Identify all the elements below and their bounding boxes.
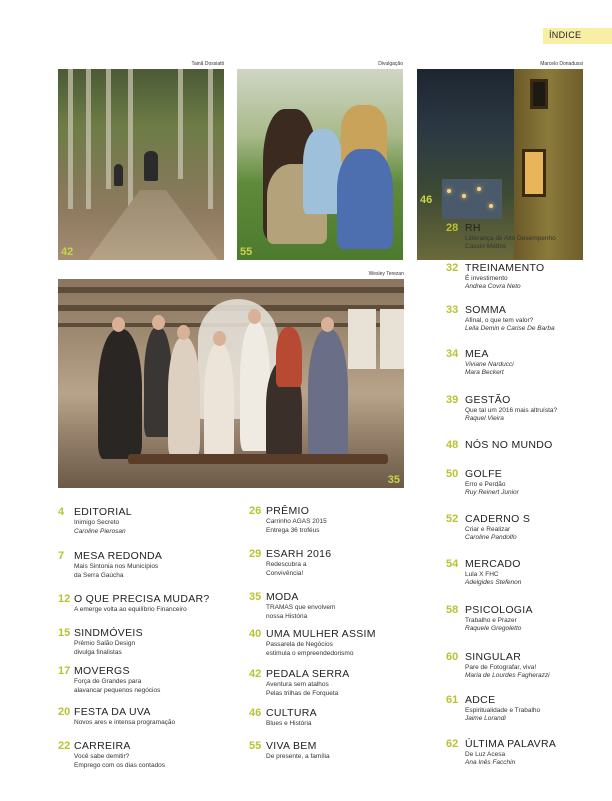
toc-subtitle: Espiritualidade e Trabalho <box>465 707 541 714</box>
toc-title: TREINAMENTO <box>465 262 545 274</box>
toc-subtitle: Aventura sem atalhos <box>266 681 329 688</box>
toc-title: SOMMA <box>465 304 507 316</box>
toc-author: Viviane Narducci <box>465 361 514 368</box>
toc-page-number: 34 <box>446 348 459 360</box>
section-title: ÍNDICE <box>549 30 582 40</box>
toc-subtitle: Novos ares e intensa programação <box>74 719 176 726</box>
photo-night-house <box>417 69 583 260</box>
photo-family <box>237 69 403 260</box>
toc-title: CADERNO S <box>465 513 531 525</box>
toc-title: NÓS NO MUNDO <box>465 439 553 451</box>
toc-author: Andrea Covra Neto <box>465 283 521 290</box>
toc-author: Raquel Vieira <box>465 415 504 422</box>
toc-title: FESTA DA UVA <box>74 706 151 718</box>
toc-subtitle: Carrinho AGAS 2015 <box>266 518 327 525</box>
toc-title: SINGULAR <box>465 651 522 663</box>
toc-title: UMA MULHER ASSIM <box>266 628 376 640</box>
toc-page-number: 55 <box>249 740 262 752</box>
toc-subtitle: Passarela de Negócios <box>266 641 333 648</box>
toc-page-number: 60 <box>446 651 459 663</box>
toc-author: Caroline Pandolfo <box>465 534 517 541</box>
toc-page-number: 7 <box>58 550 65 562</box>
toc-subtitle: Lula X FHC <box>465 571 499 578</box>
page-number-badge: 55 <box>240 246 253 258</box>
toc-page-number: 28 <box>446 222 459 234</box>
toc-subtitle: Blues e História <box>266 720 312 727</box>
toc-title: MERCADO <box>465 558 521 570</box>
toc-subtitle: divulga finalistas <box>74 649 122 656</box>
toc-page-number: 46 <box>249 707 262 719</box>
toc-subtitle: Força de Grandes para <box>74 678 142 685</box>
toc-subtitle: Entrega 36 troféus <box>266 527 320 534</box>
toc-title: SINDMÓVEIS <box>74 627 143 639</box>
toc-title: VIVA BEM <box>266 740 317 752</box>
toc-author: Raquele Gregoletto <box>465 625 522 632</box>
toc-title: O QUE PRECISA MUDAR? <box>74 593 210 605</box>
toc-subtitle: nossa História <box>266 613 308 620</box>
photo-credit: Wesley Terezan <box>368 271 404 277</box>
toc-subtitle: Erro e Perdão <box>465 481 506 488</box>
toc-subtitle: Criar e Realizar <box>465 526 511 533</box>
toc-page-number: 40 <box>249 628 262 640</box>
toc-subtitle: Mais Sintonia nos Municípios <box>74 563 159 570</box>
toc-subtitle: Liderança de Alto Desempenho <box>465 235 556 242</box>
section-tab <box>543 28 612 44</box>
page-number-badge: 42 <box>61 246 74 258</box>
toc-page-number: 35 <box>249 591 262 603</box>
toc-page-number: 32 <box>446 262 459 274</box>
toc-subtitle: TRAMAS que envolvem <box>266 604 336 611</box>
photo-group-portrait <box>58 279 404 488</box>
toc-page-number: 20 <box>58 706 71 718</box>
toc-subtitle: De presente, a família <box>266 753 330 760</box>
toc-title: ADCE <box>465 694 496 706</box>
toc-page-number: 33 <box>446 304 459 316</box>
toc-title: GESTÃO <box>465 394 511 406</box>
toc-page-number: 52 <box>446 513 459 525</box>
toc-title: GOLFE <box>465 468 503 480</box>
toc-subtitle: Trabalho e Prazer <box>465 617 517 624</box>
toc-page-number: 12 <box>58 593 71 605</box>
toc-subtitle: De Luz Acesa <box>465 751 506 758</box>
toc-author: Leila Demin e Carise De Barba <box>465 325 555 332</box>
toc-page-number: 50 <box>446 468 459 480</box>
toc-page-number: 61 <box>446 694 459 706</box>
toc-page-number: 26 <box>249 505 262 517</box>
toc-subtitle: Convivência! <box>266 570 304 577</box>
toc-subtitle: Pare de Fotografar, viva! <box>465 664 537 671</box>
toc-title: CARREIRA <box>74 740 131 752</box>
toc-page-number: 62 <box>446 738 459 750</box>
toc-author: Jaime Lorandi <box>465 715 506 722</box>
toc-title: EDITORIAL <box>74 506 132 518</box>
toc-subtitle: alavancar pequenos negócios <box>74 687 161 694</box>
toc-subtitle: Prêmio Salão Design <box>74 640 136 647</box>
photo-credit: Marcelo Donadussi <box>540 61 583 67</box>
toc-author: Ruy Reinert Junior <box>465 489 519 496</box>
toc-subtitle: É investimento <box>465 275 508 282</box>
photo-forest-cyclists <box>58 69 224 260</box>
toc-author: Cassio Mattos <box>465 243 507 250</box>
toc-page-number: 42 <box>249 668 262 680</box>
toc-title: ESARH 2016 <box>266 548 332 560</box>
toc-subtitle: Que tal um 2016 mais altruísta? <box>465 407 558 414</box>
toc-subtitle: Redescubra a <box>266 561 307 568</box>
page-number-badge: 35 <box>387 474 400 486</box>
photo-credit: Tainã Dossiatti <box>191 61 224 67</box>
toc-page-number: 48 <box>446 439 459 451</box>
toc-subtitle: Você sabe demitir? <box>74 753 130 760</box>
toc-subtitle: A emerge volta ao equilíbrio Financeiro <box>74 606 187 613</box>
toc-subtitle: Emprego com os dias contados <box>74 762 166 769</box>
toc-page-number: 29 <box>249 548 262 560</box>
toc-author: Adelgides Stefenon <box>465 579 522 586</box>
toc-title: MOVERGS <box>74 665 130 677</box>
toc-page-number: 54 <box>446 558 459 570</box>
toc-title: PEDALA SERRA <box>266 668 350 680</box>
toc-subtitle: da Serra Gaúcha <box>74 572 124 579</box>
toc-title: PRÊMIO <box>266 505 310 517</box>
toc-author: Ana Inês Facchin <box>465 759 516 766</box>
toc-page-number: 17 <box>58 665 71 677</box>
toc-title: CULTURA <box>266 707 317 719</box>
toc-subtitle: Afinal, o que tem valor? <box>465 317 534 324</box>
toc-title: MODA <box>266 591 299 603</box>
toc-title: PSICOLOGIA <box>465 604 533 616</box>
toc-title: MEA <box>465 348 489 360</box>
toc-page-number: 39 <box>446 394 459 406</box>
toc-author: Maria de Lourdes Fagherazzi <box>465 672 550 679</box>
page-number-badge: 46 <box>420 194 433 206</box>
toc-subtitle: estimula o empreendedorismo <box>266 650 354 657</box>
toc-title: ÚLTIMA PALAVRA <box>465 738 557 750</box>
toc-subtitle: Inimigo Secreto <box>74 519 120 526</box>
toc-author: Mara Beckert <box>465 369 504 376</box>
toc-title: RH <box>465 222 481 234</box>
toc-title: MESA REDONDA <box>74 550 163 562</box>
toc-subtitle: Pelas trilhas de Forqueta <box>266 690 339 697</box>
toc-page-number: 4 <box>58 506 65 518</box>
toc-author: Caroline Pierosan <box>74 528 126 535</box>
toc-page-number: 15 <box>58 627 71 639</box>
toc-page-number: 58 <box>446 604 459 616</box>
toc-page-number: 22 <box>58 740 71 752</box>
photo-credit: Divulgação <box>378 61 403 67</box>
